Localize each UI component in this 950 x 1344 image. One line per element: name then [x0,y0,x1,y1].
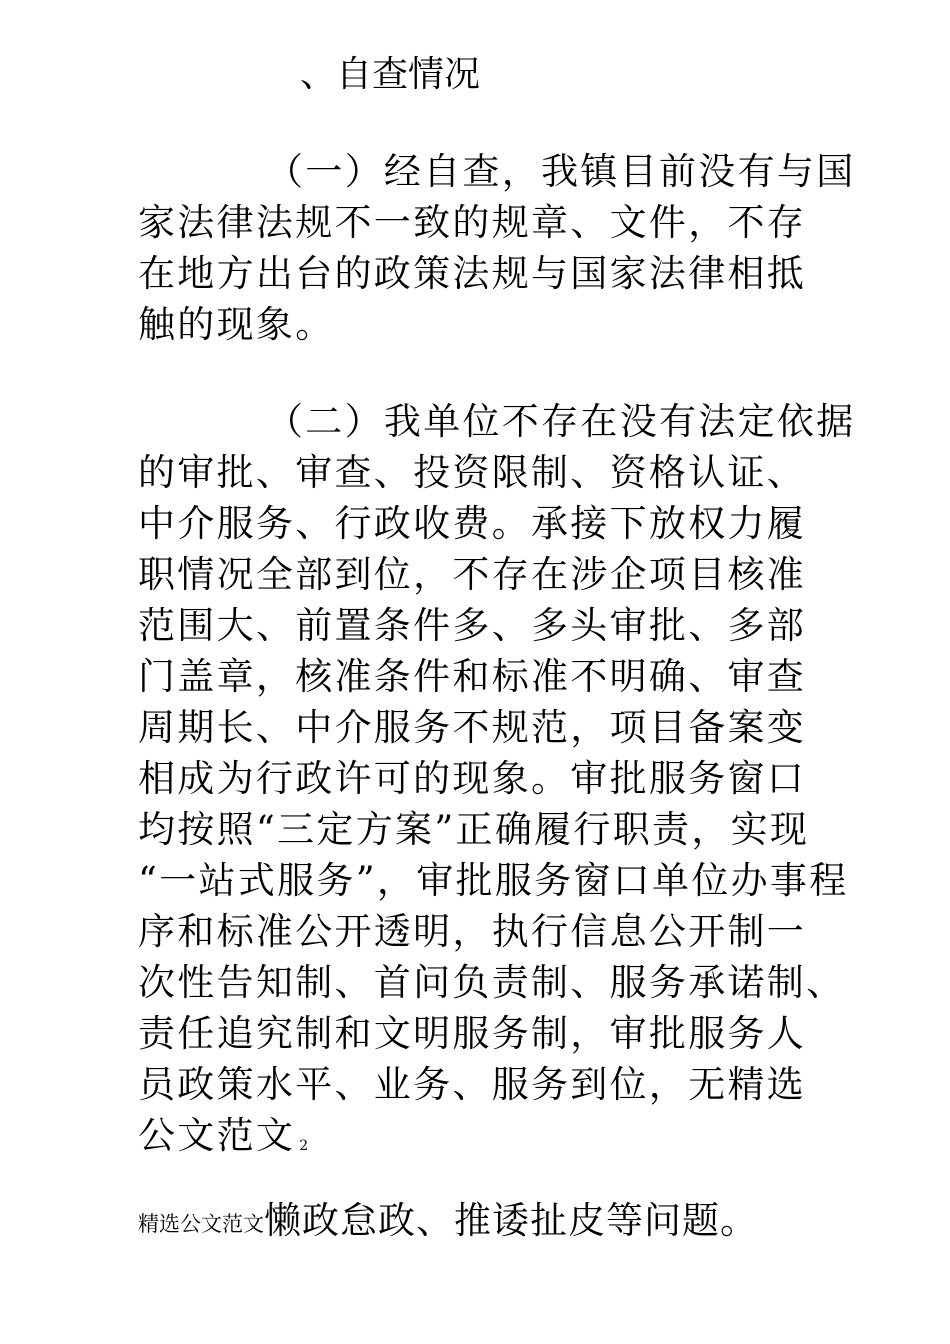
paragraph-line: 的审批、审查、投资限制、资格认证、 [138,451,807,494]
paragraph-line: （二）我单位不存在没有法定依据 [266,400,856,443]
paragraph-line: 责任追究制和文明服务制，审批服务人 [138,1012,807,1055]
paragraph-line: 家法律法规不一致的规章、文件，不存 [138,201,807,244]
paragraph-line: 中介服务、行政收费。承接下放权力履 [138,502,807,545]
paragraph-line: （一）经自查，我镇目前没有与国 [266,150,856,193]
footer-text: 懒政怠政、推诿扯皮等问题。 [264,1199,758,1242]
paragraph-line: “一站式服务”，审批服务窗口单位办事程 [138,859,849,902]
page-number: 2 [299,1138,311,1154]
paragraph-line: 次性告知制、首问负责制、服务承诺制、 [138,961,846,1004]
paragraph-line-last [138,1110,828,1161]
section-heading: 、自查情况 [300,54,481,95]
paragraph-2 [138,396,856,1161]
paragraph-line: 周期长、中介服务不规范，项目备案变 [138,706,807,749]
footer-line [138,1196,758,1253]
footer-watermark-text: 精选公文范文 [138,1212,264,1236]
paragraph-line: 职情况全部到位，不存在涉企项目核准 [138,553,807,596]
paragraph-line-text: 公文范文 [138,1114,296,1157]
paragraph-line: 相成为行政许可的现象。审批服务窗口 [138,757,807,800]
paragraph-line: 触的现象。 [138,303,335,346]
paragraph-line: 员政策水平、业务、服务到位，无精选 [138,1063,807,1106]
paragraph-1 [138,146,856,350]
paragraph-line: 范围大、前置条件多、多头审批、多部 [138,604,807,647]
paragraph-line: 在地方出台的政策法规与国家法律相抵 [138,252,807,295]
paragraph-line: 序和标准公开透明，执行信息公开制一 [138,910,807,953]
paragraph-line: 均按照“三定方案”正确履行职责，实现 [138,808,810,851]
paragraph-line: 门盖章，核准条件和标准不明确、审查 [138,655,807,698]
